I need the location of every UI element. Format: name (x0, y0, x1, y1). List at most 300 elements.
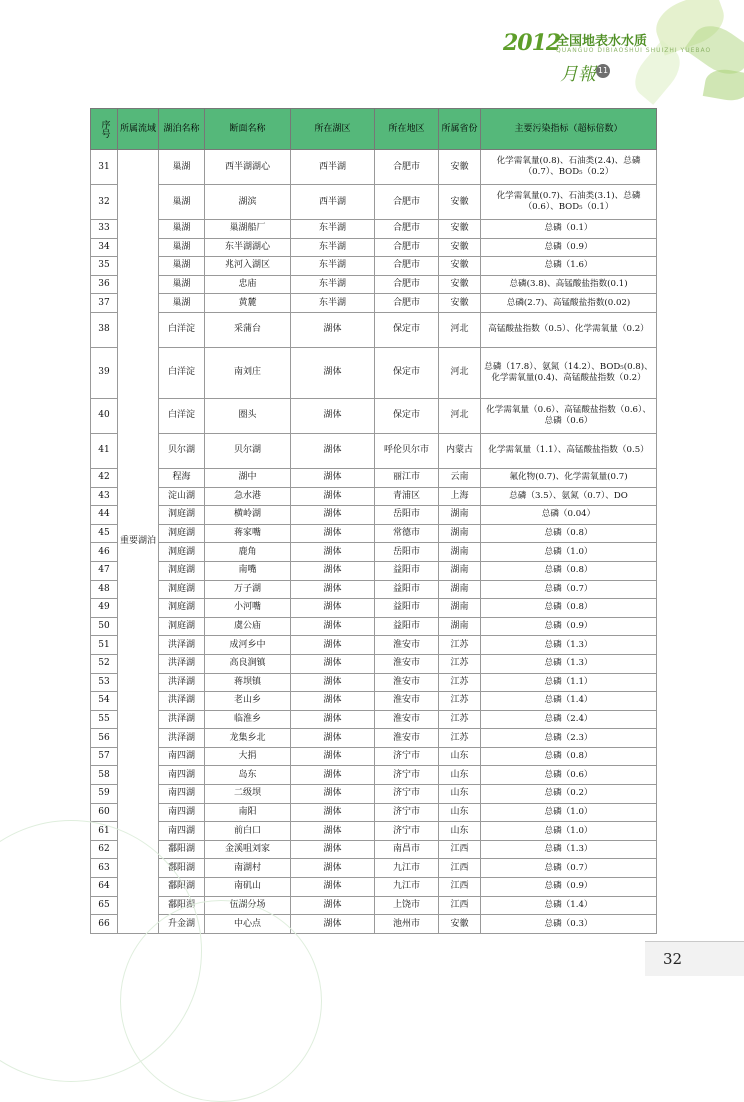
pollutant-indicators: 总磷（0.1） (481, 220, 657, 239)
table-row (91, 636, 657, 655)
province: 江苏 (439, 729, 481, 748)
column-header: 湖泊名称 (159, 109, 205, 150)
section-name: 湖滨 (205, 185, 291, 220)
column-header: 所属省份 (439, 109, 481, 150)
section-name: 虞公庙 (205, 617, 291, 636)
city-name: 济宁市 (375, 766, 439, 785)
pollutant-indicators: 总磷（2.4） (481, 710, 657, 729)
section-name: 东半湖湖心 (205, 238, 291, 257)
province: 山东 (439, 785, 481, 804)
section-name: 成河乡中 (205, 636, 291, 655)
pollutant-indicators: 总磷（1.1） (481, 673, 657, 692)
lake-zone: 湖体 (291, 506, 375, 525)
section-name: 大捐 (205, 747, 291, 766)
pollutant-indicators: 氟化物(0.7)、化学需氧量(0.7) (481, 468, 657, 487)
lake-zone: 湖体 (291, 692, 375, 711)
lake-name: 巢湖 (159, 150, 205, 185)
table-row (91, 398, 657, 433)
pollutant-indicators: 总磷（3.5）、氨氮（0.7）、DO (481, 487, 657, 506)
city-name: 常德市 (375, 524, 439, 543)
pollutant-indicators: 总磷（1.0） (481, 543, 657, 562)
city-name: 益阳市 (375, 580, 439, 599)
table-row (91, 347, 657, 398)
province: 江苏 (439, 710, 481, 729)
row-number: 63 (91, 859, 118, 878)
city-name: 岳阳市 (375, 543, 439, 562)
page-number-box (645, 941, 744, 976)
city-name: 保定市 (375, 398, 439, 433)
table-row (91, 468, 657, 487)
lake-name: 洞庭湖 (159, 524, 205, 543)
section-name: 南刘庄 (205, 347, 291, 398)
section-name: 南嘴 (205, 561, 291, 580)
row-number: 34 (91, 238, 118, 257)
province: 河北 (439, 312, 481, 347)
section-name: 龙集乡北 (205, 729, 291, 748)
table-header-row (91, 109, 657, 150)
lake-zone: 湖体 (291, 599, 375, 618)
table-row (91, 710, 657, 729)
row-number: 60 (91, 803, 118, 822)
province: 山东 (439, 747, 481, 766)
city-name: 保定市 (375, 347, 439, 398)
lake-name: 程海 (159, 468, 205, 487)
pollutant-indicators: 总磷（0.9） (481, 878, 657, 897)
page-number: 32 (663, 950, 683, 968)
lake-name: 巢湖 (159, 275, 205, 294)
lake-name: 南四湖 (159, 803, 205, 822)
pollutant-indicators: 总磷（0.7） (481, 859, 657, 878)
table-row (91, 185, 657, 220)
section-name: 老山乡 (205, 692, 291, 711)
table-row (91, 561, 657, 580)
brand-subtitle: QUANGUO DIBIAOSHUI SHUIZHI YUEBAO (556, 47, 712, 54)
section-name: 横岭湖 (205, 506, 291, 525)
table-row (91, 692, 657, 711)
section-name: 采蒲台 (205, 312, 291, 347)
city-name: 济宁市 (375, 785, 439, 804)
pollutant-indicators: 总磷（1.3） (481, 840, 657, 859)
table-row (91, 822, 657, 841)
pollutant-indicators: 总磷（0.8） (481, 524, 657, 543)
province: 安徽 (439, 220, 481, 239)
lake-name: 巢湖 (159, 294, 205, 313)
lake-zone: 湖体 (291, 312, 375, 347)
lake-zone: 西半湖 (291, 150, 375, 185)
lake-zone: 湖体 (291, 673, 375, 692)
lake-name: 巢湖 (159, 185, 205, 220)
lake-name: 洞庭湖 (159, 580, 205, 599)
lake-name: 洪泽湖 (159, 692, 205, 711)
pollutant-indicators: 总磷（17.8）、氨氮（14.2）、BOD₅(0.8)、化学需氧量(0.4)、高锰酸盐指数（0.2） (481, 347, 657, 398)
city-name: 青浦区 (375, 487, 439, 506)
province: 江苏 (439, 673, 481, 692)
lake-name: 洞庭湖 (159, 543, 205, 562)
row-number: 42 (91, 468, 118, 487)
city-name: 合肥市 (375, 150, 439, 185)
lake-name: 巢湖 (159, 257, 205, 276)
lake-zone: 湖体 (291, 561, 375, 580)
pollutant-indicators: 总磷（0.9） (481, 617, 657, 636)
row-number: 40 (91, 398, 118, 433)
lake-zone: 东半湖 (291, 220, 375, 239)
table-row (91, 766, 657, 785)
lake-zone: 湖体 (291, 636, 375, 655)
lake-name: 洪泽湖 (159, 654, 205, 673)
row-number: 50 (91, 617, 118, 636)
pollutant-indicators: 化学需氧量（0.6）、高锰酸盐指数（0.6）、总磷（0.6） (481, 398, 657, 433)
pollutant-indicators: 总磷（1.4） (481, 896, 657, 915)
section-name: 蒋家嘴 (205, 524, 291, 543)
pollution-table (90, 108, 657, 934)
section-name: 岛东 (205, 766, 291, 785)
city-name: 淮安市 (375, 729, 439, 748)
province: 山东 (439, 822, 481, 841)
row-number: 33 (91, 220, 118, 239)
table-row (91, 433, 657, 468)
pollutant-indicators: 总磷（1.4） (481, 692, 657, 711)
lake-name: 洪泽湖 (159, 636, 205, 655)
table-row (91, 654, 657, 673)
lake-zone: 湖体 (291, 859, 375, 878)
row-number: 58 (91, 766, 118, 785)
province: 江西 (439, 859, 481, 878)
lake-name: 洪泽湖 (159, 673, 205, 692)
row-number: 41 (91, 433, 118, 468)
city-name: 淮安市 (375, 673, 439, 692)
lake-zone: 东半湖 (291, 294, 375, 313)
pollutant-indicators: 总磷（1.3） (481, 636, 657, 655)
brand-month-label: 月報 (560, 64, 596, 85)
table-row (91, 312, 657, 347)
row-number: 39 (91, 347, 118, 398)
city-name: 保定市 (375, 312, 439, 347)
lake-zone: 湖体 (291, 710, 375, 729)
column-header: 主要污染指标（超标倍数） (481, 109, 657, 150)
lake-zone: 湖体 (291, 729, 375, 748)
city-name: 池州市 (375, 915, 439, 934)
pollutant-indicators: 总磷（0.8） (481, 561, 657, 580)
lake-zone: 湖体 (291, 654, 375, 673)
table-row (91, 840, 657, 859)
row-number: 61 (91, 822, 118, 841)
city-name: 合肥市 (375, 257, 439, 276)
lake-name: 巢湖 (159, 220, 205, 239)
lake-name: 南四湖 (159, 785, 205, 804)
section-name: 贝尔湖 (205, 433, 291, 468)
province: 安徽 (439, 257, 481, 276)
province: 江苏 (439, 654, 481, 673)
section-name: 高良涧镇 (205, 654, 291, 673)
province: 湖南 (439, 599, 481, 618)
province: 云南 (439, 468, 481, 487)
lake-zone: 湖体 (291, 840, 375, 859)
city-name: 合肥市 (375, 275, 439, 294)
province: 江西 (439, 840, 481, 859)
section-name: 伍湖分场 (205, 896, 291, 915)
city-name: 合肥市 (375, 294, 439, 313)
lake-zone: 湖体 (291, 785, 375, 804)
section-name: 南阳 (205, 803, 291, 822)
lake-zone: 湖体 (291, 915, 375, 934)
province: 安徽 (439, 294, 481, 313)
section-name: 圈头 (205, 398, 291, 433)
row-number: 64 (91, 878, 118, 897)
section-name: 前白口 (205, 822, 291, 841)
column-header: 所在湖区 (291, 109, 375, 150)
row-number: 43 (91, 487, 118, 506)
section-name: 小河嘴 (205, 599, 291, 618)
row-number: 66 (91, 915, 118, 934)
section-name: 万子湖 (205, 580, 291, 599)
province: 安徽 (439, 238, 481, 257)
column-header: 所属流域 (118, 109, 159, 150)
city-name: 九江市 (375, 878, 439, 897)
table-row (91, 580, 657, 599)
row-number: 53 (91, 673, 118, 692)
section-name: 临淮乡 (205, 710, 291, 729)
table-row (91, 599, 657, 618)
row-number: 51 (91, 636, 118, 655)
lake-name: 贝尔湖 (159, 433, 205, 468)
province: 江西 (439, 896, 481, 915)
lake-name: 洪泽湖 (159, 729, 205, 748)
row-number: 62 (91, 840, 118, 859)
row-number: 38 (91, 312, 118, 347)
table-row (91, 257, 657, 276)
city-name: 呼伦贝尔市 (375, 433, 439, 468)
lake-zone: 湖体 (291, 747, 375, 766)
lake-name: 洪泽湖 (159, 710, 205, 729)
basin-cell: 重要湖泊 (118, 150, 159, 934)
city-name: 合肥市 (375, 185, 439, 220)
province: 安徽 (439, 275, 481, 294)
lake-name: 南四湖 (159, 747, 205, 766)
section-name: 二级坝 (205, 785, 291, 804)
lake-zone: 西半湖 (291, 185, 375, 220)
city-name: 淮安市 (375, 710, 439, 729)
province: 湖南 (439, 617, 481, 636)
lake-zone: 湖体 (291, 398, 375, 433)
lake-name: 洞庭湖 (159, 561, 205, 580)
province: 河北 (439, 398, 481, 433)
row-number: 65 (91, 896, 118, 915)
city-name: 合肥市 (375, 238, 439, 257)
province: 内蒙古 (439, 433, 481, 468)
city-name: 淮安市 (375, 692, 439, 711)
province: 湖南 (439, 524, 481, 543)
section-name: 湖中 (205, 468, 291, 487)
province: 安徽 (439, 915, 481, 934)
section-name: 黄麓 (205, 294, 291, 313)
lake-name: 洞庭湖 (159, 506, 205, 525)
lake-name: 升金湖 (159, 915, 205, 934)
row-number: 31 (91, 150, 118, 185)
section-name: 西半湖湖心 (205, 150, 291, 185)
lake-zone: 湖体 (291, 766, 375, 785)
table-body (91, 150, 657, 934)
city-name: 济宁市 (375, 747, 439, 766)
row-number: 54 (91, 692, 118, 711)
row-number: 37 (91, 294, 118, 313)
section-name: 中心点 (205, 915, 291, 934)
province: 湖南 (439, 543, 481, 562)
city-name: 益阳市 (375, 599, 439, 618)
lake-name: 鄱阳湖 (159, 878, 205, 897)
province: 江西 (439, 878, 481, 897)
province: 湖南 (439, 506, 481, 525)
lake-zone: 东半湖 (291, 257, 375, 276)
section-name: 急水港 (205, 487, 291, 506)
lake-zone: 湖体 (291, 896, 375, 915)
lake-name: 巢湖 (159, 238, 205, 257)
circle-decoration (120, 900, 322, 1102)
lake-name: 鄱阳湖 (159, 859, 205, 878)
section-name: 鹿角 (205, 543, 291, 562)
table-row (91, 238, 657, 257)
pollutant-indicators: 总磷（1.0） (481, 822, 657, 841)
lake-zone: 湖体 (291, 468, 375, 487)
row-number: 32 (91, 185, 118, 220)
pollutant-indicators: 总磷(3.8)、高锰酸盐指数(0.1) (481, 275, 657, 294)
row-number: 48 (91, 580, 118, 599)
row-number: 36 (91, 275, 118, 294)
lake-zone: 湖体 (291, 524, 375, 543)
pollutant-indicators: 总磷（0.9） (481, 238, 657, 257)
pollutant-indicators: 总磷（0.7） (481, 580, 657, 599)
city-name: 南昌市 (375, 840, 439, 859)
issue-badge: 11 (596, 64, 610, 78)
section-name: 忠庙 (205, 275, 291, 294)
pollutant-indicators: 总磷（0.8） (481, 747, 657, 766)
lake-zone: 湖体 (291, 822, 375, 841)
table-row (91, 803, 657, 822)
pollutant-indicators: 总磷（0.8） (481, 599, 657, 618)
pollutant-indicators: 高锰酸盐指数（0.5）、化学需氧量（0.2） (481, 312, 657, 347)
province: 山东 (439, 766, 481, 785)
province: 湖南 (439, 561, 481, 580)
pollutant-indicators: 化学需氧量(0.8)、石油类(2.4)、总磷（0.7）、BOD₅（0.2） (481, 150, 657, 185)
row-number: 55 (91, 710, 118, 729)
row-number: 49 (91, 599, 118, 618)
pollutant-indicators: 总磷（1.0） (481, 803, 657, 822)
city-name: 济宁市 (375, 803, 439, 822)
province: 河北 (439, 347, 481, 398)
pollutant-indicators: 总磷（0.04） (481, 506, 657, 525)
pollutant-indicators: 化学需氧量(0.7)、石油类(3.1)、总磷（0.6）、BOD₅（0.1） (481, 185, 657, 220)
lake-name: 白洋淀 (159, 347, 205, 398)
lake-name: 南四湖 (159, 822, 205, 841)
column-header: 断面名称 (205, 109, 291, 150)
province: 安徽 (439, 150, 481, 185)
city-name: 丽江市 (375, 468, 439, 487)
section-name: 南矶山 (205, 878, 291, 897)
pollutant-indicators: 总磷（1.3） (481, 654, 657, 673)
city-name: 九江市 (375, 859, 439, 878)
table-row (91, 275, 657, 294)
lake-zone: 东半湖 (291, 275, 375, 294)
pollutant-indicators: 化学需氧量（1.1）、高锰酸盐指数（0.5） (481, 433, 657, 468)
city-name: 合肥市 (375, 220, 439, 239)
section-name: 巢湖船厂 (205, 220, 291, 239)
row-number: 46 (91, 543, 118, 562)
lake-zone: 东半湖 (291, 238, 375, 257)
table-row (91, 543, 657, 562)
lake-name: 鄱阳湖 (159, 840, 205, 859)
lake-zone: 湖体 (291, 878, 375, 897)
row-number: 56 (91, 729, 118, 748)
pollutant-indicators: 总磷(2.7)、高锰酸盐指数(0.02) (481, 294, 657, 313)
lake-zone: 湖体 (291, 543, 375, 562)
province: 安徽 (439, 185, 481, 220)
row-number: 47 (91, 561, 118, 580)
lake-name: 白洋淀 (159, 398, 205, 433)
province: 山东 (439, 803, 481, 822)
brand-title: 全国地表水水质 (556, 34, 648, 49)
lake-name: 洞庭湖 (159, 617, 205, 636)
pollutant-indicators: 总磷（1.6） (481, 257, 657, 276)
pollutant-indicators: 总磷（2.3） (481, 729, 657, 748)
province: 湖南 (439, 580, 481, 599)
section-name: 蒋坝镇 (205, 673, 291, 692)
city-name: 淮安市 (375, 636, 439, 655)
table-row (91, 617, 657, 636)
row-number: 59 (91, 785, 118, 804)
row-number: 45 (91, 524, 118, 543)
table-row (91, 150, 657, 185)
lake-name: 南四湖 (159, 766, 205, 785)
city-name: 淮安市 (375, 654, 439, 673)
lake-zone: 湖体 (291, 580, 375, 599)
page-header (0, 0, 744, 100)
brand-year: 2012 (503, 30, 561, 56)
row-number: 52 (91, 654, 118, 673)
city-name: 济宁市 (375, 822, 439, 841)
lake-zone: 湖体 (291, 347, 375, 398)
lake-zone: 湖体 (291, 487, 375, 506)
column-header: 序号 (91, 109, 118, 150)
table-row (91, 785, 657, 804)
table-row (91, 506, 657, 525)
table-row (91, 729, 657, 748)
table-row (91, 294, 657, 313)
lake-zone: 湖体 (291, 617, 375, 636)
pollutant-indicators: 总磷（0.2） (481, 785, 657, 804)
province: 江苏 (439, 692, 481, 711)
lake-zone: 湖体 (291, 433, 375, 468)
table-row (91, 524, 657, 543)
row-number: 35 (91, 257, 118, 276)
province: 上海 (439, 487, 481, 506)
city-name: 益阳市 (375, 617, 439, 636)
section-name: 金溪咀刘家 (205, 840, 291, 859)
lake-name: 洞庭湖 (159, 599, 205, 618)
row-number: 57 (91, 747, 118, 766)
table-row (91, 220, 657, 239)
lake-name: 白洋淀 (159, 312, 205, 347)
row-number: 44 (91, 506, 118, 525)
section-name: 南湖村 (205, 859, 291, 878)
pollutant-indicators: 总磷（0.3） (481, 915, 657, 934)
table-row (91, 487, 657, 506)
column-header: 所在地区 (375, 109, 439, 150)
pollutant-indicators: 总磷（0.6） (481, 766, 657, 785)
table-row (91, 673, 657, 692)
city-name: 岳阳市 (375, 506, 439, 525)
table-row (91, 747, 657, 766)
province: 江苏 (439, 636, 481, 655)
city-name: 上饶市 (375, 896, 439, 915)
